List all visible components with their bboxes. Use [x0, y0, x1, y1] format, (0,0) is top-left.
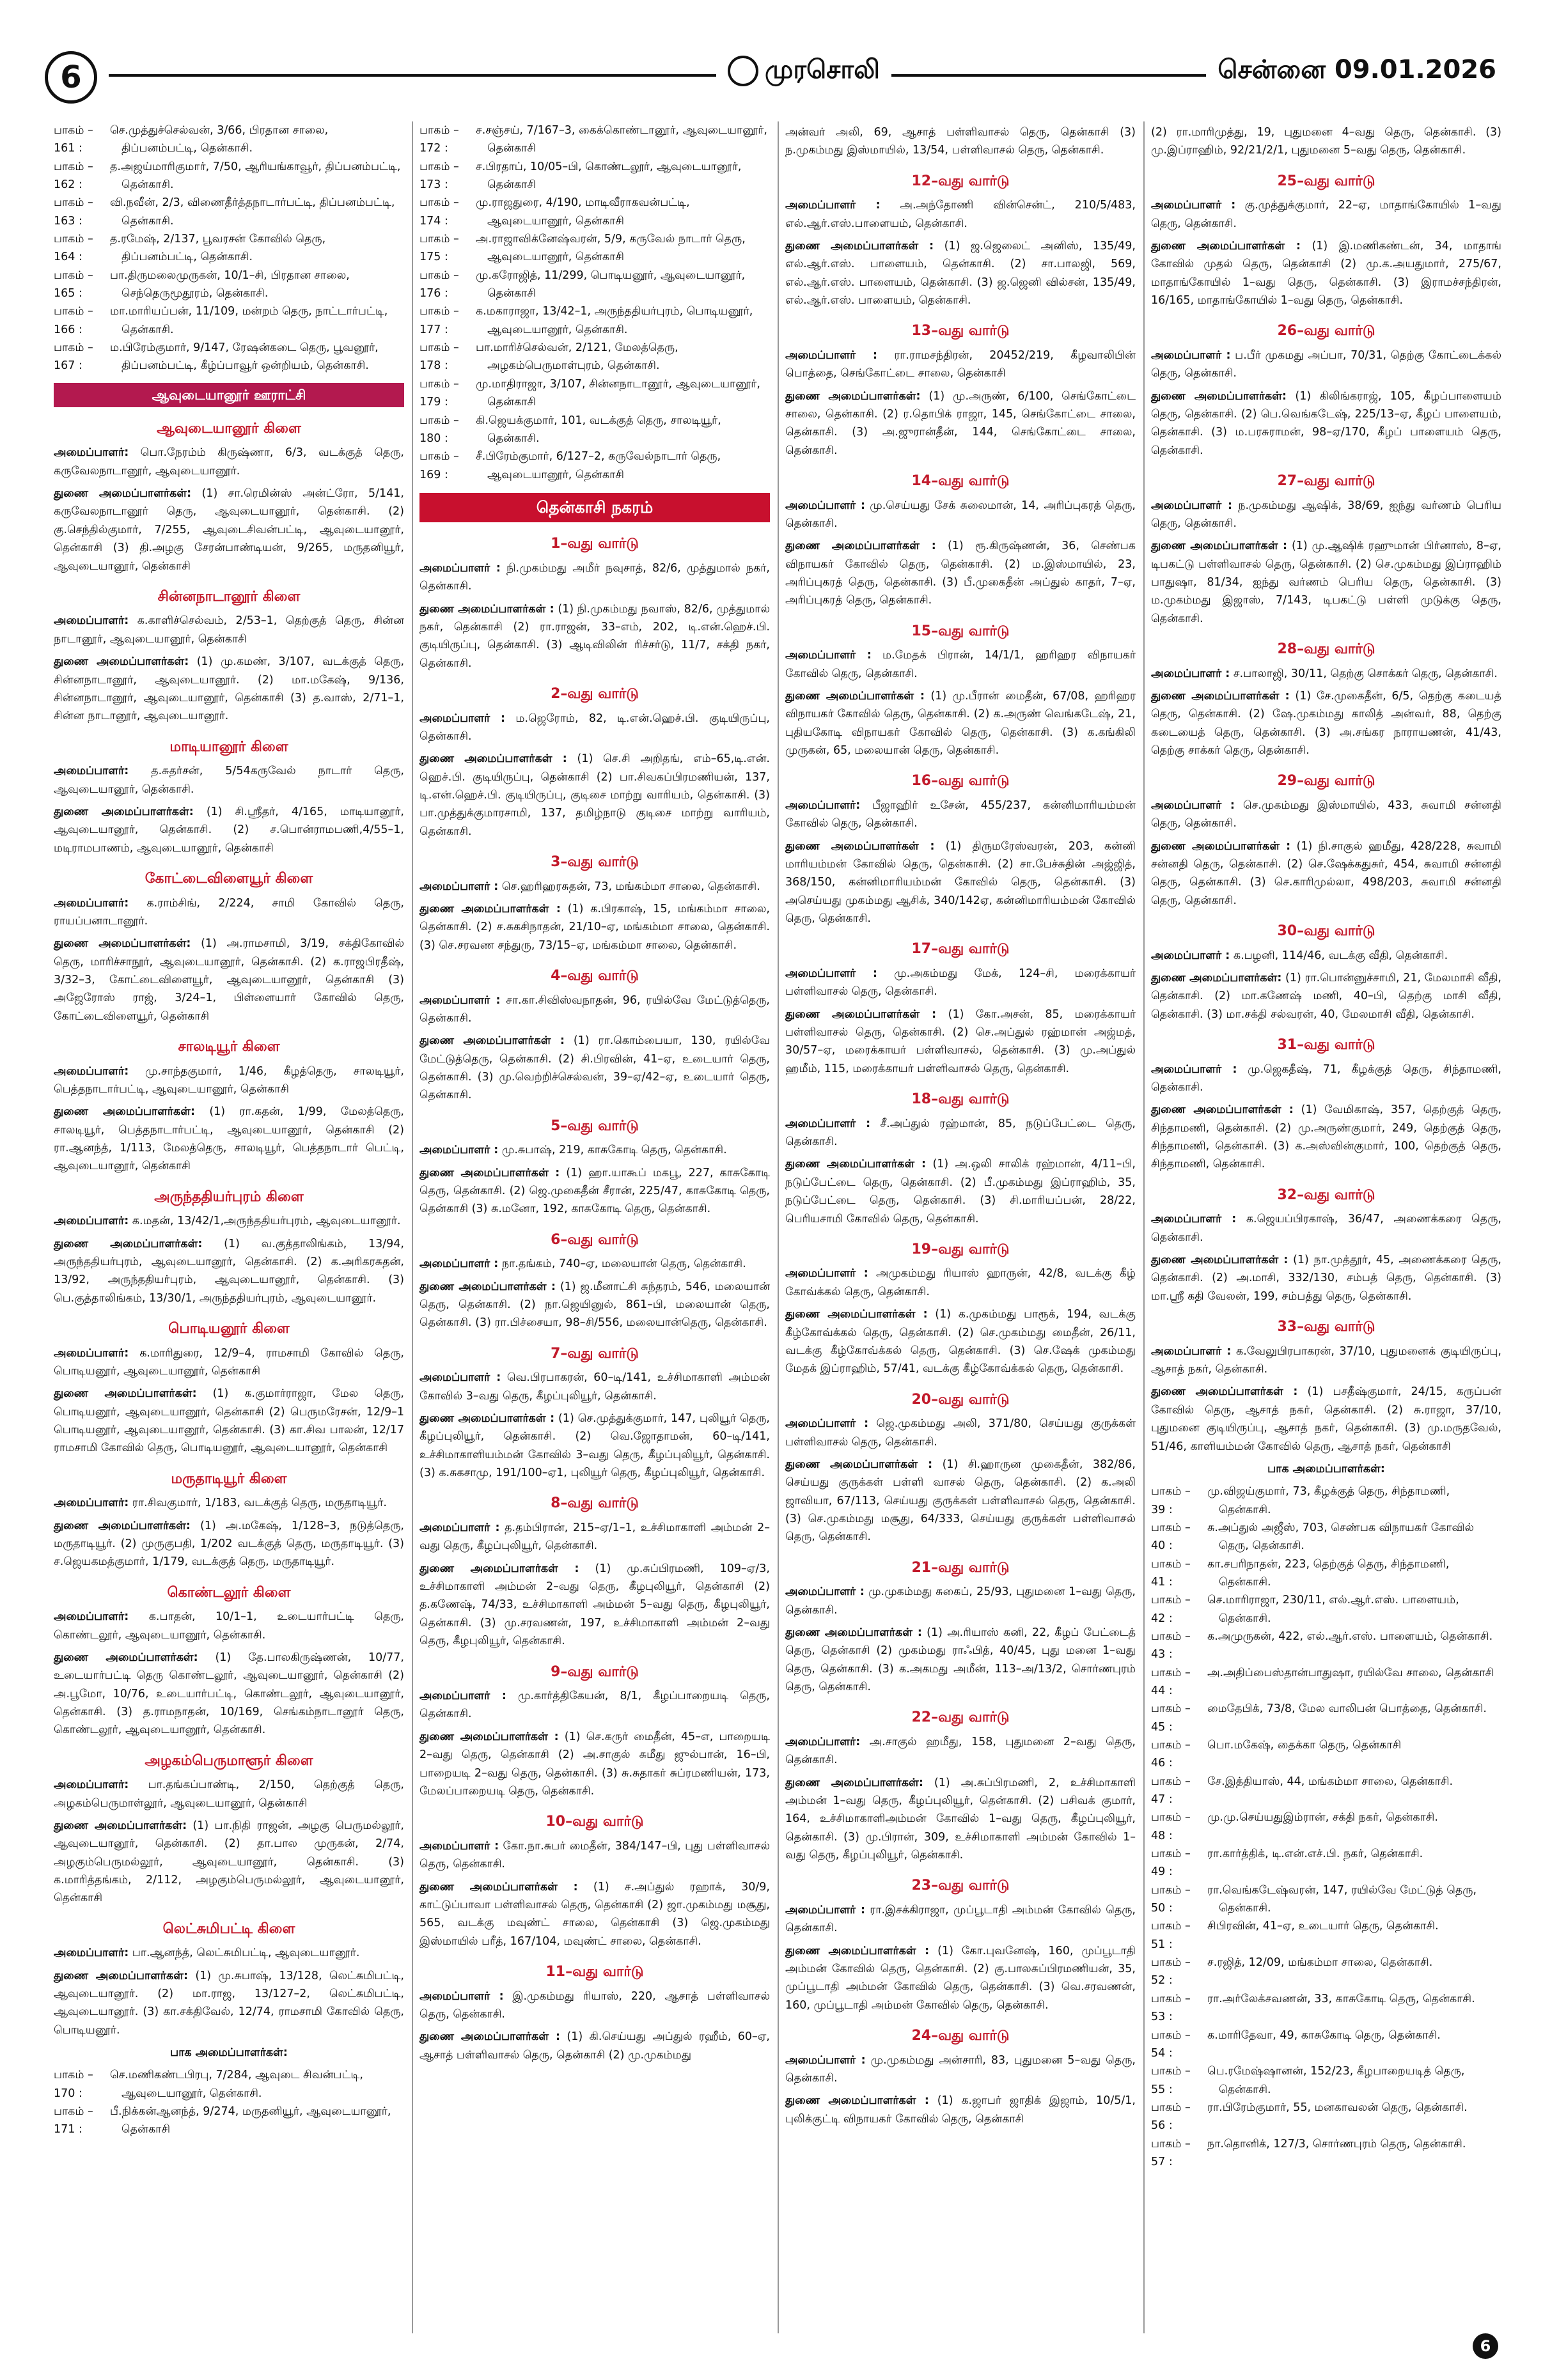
organizer-entry: அமைப்பாளர் : ம.ஜெரோம், 82, டி.என்.ஹெச்.பி. குடியிருப்பு, தென்காசி.: [419, 712, 770, 743]
ward-heading: 18–வது வார்டு: [911, 1091, 1010, 1108]
deputy-entry: துணை அமைப்பாளர்கள் : (1) கோ.புவனேஷ், 160, முப்பூடாதி அம்மன் கோவில் தெரு, தென்காசி. (2) கு.பாலசுப்பிரமணியன், 35, முப்பூடாதி அம்மன் கோவில் தெரு, தென்காசி. (3) வெ.சரவணன், 160, முப்பூடாதி அம்மன் கோவில் தெரு, தென்காசி.: [785, 1944, 1136, 2012]
organizer-entry: அமைப்பாளர்: மு.சாந்தகுமார், 1/46, கீழத்தெரு, சாலடியூர், பெத்தநாடார்பட்டி, ஆவுடையானூர், தென்காசி: [54, 1064, 404, 1096]
booth-row: பாகம் – 178 : பா.மாரிச்செல்வன், 2/121, மேலத்தெரு, அழகம்பெருமாள்புரம், தென்காசி.: [419, 341, 678, 373]
deputy-entry: துணை அமைப்பாளர்கள்: (1) கிலிங்கராஜ், 105, கீழப்பாளையம் தெரு, தென்காசி. (2) பெ.வெங்கடேஷ், 225/13–ஏ, கீழப் பாளையம், தென்காசி. (3) ம.பரசுராமன், 98–ஏ/170, கீழப் பாளையம் தெரு, தென்காசி.: [1151, 389, 1501, 457]
deputy-entry: துணை அமைப்பாளர்கள் : (1) மு.பீரான் மைதீன், 67/08, ஹரிஹர விநாயகர் கோவில் தெரு, தென்காசி. (2) க.அருண் வெங்கடேஷ், 21, புதியகோடி விநாயகர் கோவில் தெரு, தென்காசி. (3) க.கங்கிலி முருகன், 65, மலையான் தெரு, தென்காசி.: [785, 690, 1136, 758]
ward-heading: 3–வது வார்டு: [551, 854, 639, 871]
booth-row: பாகம் – 57 : நா.தொனிக், 127/3, சொர்ணபுரம் தெரு, தென்காசி.: [1151, 2137, 1466, 2168]
deputy-entry: துணை அமைப்பாளர்கள் : (1) நி.சாகுல் ஹமீது, 428/228, சுவாமி சன்னதி தெரு, தென்காசி. (2) செ.ஷேக்கதுசுர், 454, சுவாமி சன்னதி தெரு, தென்காசி. (3) செ.காரிமுல்லா, 498/203, சுவாமி சன்னதி தெரு, தென்காசி.: [1151, 839, 1501, 907]
booth-row: பாகம் – 177 : க.மகாராஜா, 13/42–1, அருந்ததியர்புரம், பொடியனூர், ஆவுடையானூர், தென்காசி.: [419, 305, 753, 336]
footer-page-number: 6: [1473, 2333, 1498, 2359]
deputy-entry: துணை அமைப்பாளர்கள் : (1) ச.அப்துல் ரஹாக், 30/9, காட்டுப்பாவா பள்ளிவாசல் தெரு, தென்காசி (2) ஜா.முகம்மது மசூது, 565, வடக்கு மவுண்ட் சாலை, தென்காசி (3) ஜெ.முகம்மது இஸ்மாயில் பரீத், 167/104, மவுண்ட் சாலை, தென்காசி.: [419, 1880, 770, 1948]
ward-heading: 8–வது வார்டு: [551, 1495, 639, 1512]
masthead-title: முரசொலி: [765, 55, 880, 84]
booth-row: பாகம் – 39 : மு.விஜய்குமார், 73, கீழக்குத் தெரு, சிந்தாமணி, தென்காசி.: [1151, 1485, 1450, 1516]
deputy-entry: துணை அமைப்பாளர்கள் : (1) மு.சுப்பிரமணி, 109–ஏ/3, உச்சிமாகாளி அம்மன் 2–வது தெரு, கீழபுலியூர், தென்காசி (2) த.கணேஷ், 74/33, உச்சிமாகாளி அம்மன் 5–வது தெரு, கீழபுலியூர், தென்காசி. (3) மு.சரவணன், 197, உச்சிமாகாளி அம்மன் 2–வது தெரு, கீழபுலியூர், தென்காசி.: [419, 1562, 770, 1648]
ward-heading: 7–வது வார்டு: [551, 1345, 639, 1362]
booth-row: பாகம் – 44 : அ.அதிப்பைஸ்தான்பாதுஷா, ரயில்வே சாலை, தென்காசி: [1151, 1666, 1494, 1697]
ward-heading: 22–வது வார்டு: [911, 1709, 1010, 1726]
ward-heading: 14–வது வார்டு: [911, 473, 1010, 490]
deputy-entry: துணை அமைப்பாளர்கள் : (1) சே.முகைதீன், 6/5, தெற்கு கடையத் தெரு, தென்காசி. (2) ஷே.முகம்மது காலித் அன்வர், 88, தெற்கு கடையைத் தெரு, தென்காசி. (3) அ.சங்கர நாராயணன், 41/43, தெற்கு சாக்கர் தெரு, தென்காசி.: [1151, 690, 1501, 758]
booth-row: பாகம் – 172 : ச.சஞ்சய், 7/167–3, கைக்கொண்டானூர், ஆவுடையானூர், தென்காசி: [419, 124, 767, 155]
branch-heading: சாலடியூர் கிளை: [178, 1038, 280, 1055]
branch-heading: அருந்ததியர்புரம் கிளை: [154, 1188, 304, 1205]
booth-row: பாகம் – 47 : சே.இத்தியாஸ், 44, மங்கம்மா சாலை, தென்காசி.: [1151, 1775, 1453, 1807]
column-3: [785, 121, 1136, 2133]
branch-heading: மருதாடியூர் கிளை: [171, 1470, 287, 1487]
ward-heading: 17–வது வார்டு: [911, 941, 1010, 958]
booth-row: பாகம் – 163 : வி.நவீன், 2/3, விணைதீர்த்தநாடார்பட்டி, திப்பனம்பட்டி, தென்காசி.: [54, 196, 395, 228]
organizer-entry: அமைப்பாளர்: க.மதன், 13/42/1,அருந்ததியர்புரம், ஆவுடையானூர்.: [54, 1215, 401, 1228]
ward-heading: 27–வது வார்டு: [1277, 473, 1375, 490]
organizer-entry: அமைப்பாளர் : க.வேலுபிரபாகரன், 37/10, புதுமனைக் குடியிருப்பு, ஆசாத் நகர், தென்காசி.: [1151, 1344, 1501, 1376]
column-2: [419, 121, 770, 2069]
deputy-entry: துணை அமைப்பாளர்கள்: (1) வ.குத்தாலிங்கம், 13/94, அருந்ததியர்புரம், ஆவுடையானூர், தென்காசி. (2) க.அரிகரசுதன், 13/92, அருந்ததியர்புரம், ஆவுடையானூர், தென்காசி. (3) பெ.குத்தாலிங்கம், 13/30/1, அருந்ததியர்புரம், ஆவுடையானூர்.: [54, 1237, 404, 1305]
deputy-entry: துணை அமைப்பாளர்கள் : (1) அ.ஒலி சாலிக் ரஹ்மான், 4/11–பி, நடுப்பேட்டை தெரு, தென்காசி. (2) பீ.முகம்மது இப்ராஹிம், 35, நடுப்பேட்டை தெரு, தென்காசி. (3) சி.மாரியப்பன், 28/22, பெரியசாமி கோவில் தெரு, தென்காசி.: [785, 1158, 1136, 1225]
booth-row: பாகம் – 40 : சு.அப்துல் அஜீஸ், 703, செண்பக விநாயகர் கோவில் தெரு, தென்காசி.: [1151, 1521, 1474, 1553]
booth-organizers-label: பாக அமைப்பாளர்கள்:: [170, 2046, 288, 2060]
ward-heading: 25–வது வார்டு: [1277, 173, 1375, 189]
ward-heading: 20–வது வார்டு: [911, 1391, 1010, 1408]
deputy-entry: துணை அமைப்பாளர்கள் : (1) ஜ.ஜெலைட் அனிஸ், 135/49, எல்.ஆர்.எஸ். பாளையம், தென்காசி. (2) சா.பாலஜி, 569, எல்.ஆர்.எஸ். பாளையம், தென்காசி. (3) ஜ.ஜெனி வில்சன், 135/49, எல்.ஆர்.எஸ். பாளையம், தென்காசி.: [785, 240, 1136, 307]
deputy-entry: துணை அமைப்பாளர்கள்: (1) அ.ராமசாமி, 3/19, சக்திகோவில் தெரு, மாரிச்சாநூர், ஆவுடையானூர், தென்காசி. (2) க.ராஜபிரதீஷ், 3/32–3, கோட்டைவிளையூர், ஆவுடையானூர், தென்காசி (3) அஜேரோஸ் ராஜ், 3/24–1, பிள்ளையார் கோவில் தெரு, கோட்டைவிளையூர், தென்காசி: [54, 937, 404, 1023]
ward-heading: 10–வது வார்டு: [545, 1814, 644, 1830]
ward-heading: 16–வது வார்டு: [911, 773, 1010, 789]
deputy-entry: துணை அமைப்பாளர்கள் : (1) பசதீஷ்குமார், 24/15, கருப்பன் கோவில் தெரு, ஆசாத் நகர், தென்காசி. (2) சு.ராஜா, 37/10, புதுமனை குடியிருப்பு, ஆசாத் நகர், தென்காசி. (3) மு.மருதவேல், 51/46, காளியம்மன் கோவில் தெரு, ஆசாத் நகர், தென்காசி: [1151, 1385, 1501, 1453]
column-1: [54, 121, 404, 2139]
deputy-entry: துணை அமைப்பாளர்கள் : (1) அ.ரியாஸ் கனி, 22, கீழப் பேட்டைத் தெரு, தென்காசி (2) முகம்மது ராஃபித், 40/45, புது மனை 1–வது தெரு, தென்காசி. (3) க.அகமது அமீன், 113–அ/13/2, சொர்ணபுரம் தெரு, தென்காசி.: [785, 1626, 1136, 1693]
organizer-entry: அமைப்பாளர் : மு.ஜெகதீஷ், 71, கீழக்குத் தெரு, சிந்தாமணி, தென்காசி.: [1151, 1062, 1501, 1094]
deputy-entry: துணை அமைப்பாளர்கள்: (1) அ.மகேஷ், 1/128–3, நடுத்தெரு, மருதாடியூர். (2) முருகுபதி, 1/202 வடக்குத் தெரு, மருதாடியூர். (3) ச.ஜெயகமத்குமார், 1/179, வடக்குத் தெரு, மருதாடியூர்.: [54, 1519, 404, 1569]
organizer-entry: அமைப்பாளர் : இ.முகம்மது ரியாஸ், 220, ஆசாத் பள்ளிவாசல் தெரு, தென்காசி.: [419, 1989, 770, 2021]
ward-heading: 19–வது வார்டு: [911, 1241, 1010, 1257]
deputy-entry: துணை அமைப்பாளர்கள் : (1) ஜ.மீனாட்சி சுந்தரம், 546, மலையான் தெரு, தென்காசி. (2) நா.ஜெயினுல், 861–பி, மலையான் தெரு, தென்காசி. (3) ரா.பிச்சையா, 98–சி/556, மலையான்தெரு, தென்காசி.: [419, 1280, 770, 1330]
deputy-entry: துணை அமைப்பாளர்கள்: (1) மு.கமண், 3/107, வடக்குத் தெரு, சின்னநாடானூர், ஆவுடையானூர். (2) மா.மகேஷ், 9/136, சின்னநாடானூர், ஆவுடையானூர், தென்காசி (3) த.வாஸ், 2/71–1, சின்ன நாடானூர், ஆவுடையானூர்.: [54, 655, 405, 723]
deputy-entry: துணை அமைப்பாளர்கள் : (1) இ.மணிகண்டன், 34, மாதாங் கோவில் முதல் தெரு, தென்காசி (2) மு.க.அயதுமார், 275/67, மாதாங்கோயில் 1–வது தெரு, தென்காசி. (3) இராமச்சந்திரன், 16/165, மாதாங்கோயில் 1–வது தெரு, தென்காசி.: [1151, 240, 1501, 307]
column-divider: [412, 121, 413, 2333]
deputy-entry: துணை அமைப்பாளர்கள்: (1) சி.ஸ்ரீதர், 4/165, மாடியானூர், ஆவுடையானூர், தென்காசி. (2) ச.பொன்ராமபணி,4/55–1, மடிராமபாணம், ஆவுடையானூர், தென்காசி: [54, 805, 404, 855]
booth-row: பாகம் – 165 : பா.திருமலைமுருகன், 10/1–சி, பிரதான சாலை, செந்தெருமூதூரம், தென்காசி.: [54, 268, 350, 300]
organizer-entry: அமைப்பாளர்: க.காளிச்செல்வம், 2/53–1, தெற்குத் தெரு, சின்ன நாடானூர், ஆவுடையானூர், தென்காசி: [54, 614, 404, 646]
column-4: [1151, 121, 1501, 2171]
ward-heading: 28–வது வார்டு: [1277, 641, 1375, 658]
branch-heading: சின்னநாடானூர் கிளை: [157, 588, 301, 605]
booth-row: பாகம் – 161 : செ.முத்துச்செல்வன், 3/66, பிரதான சாலை, திப்பனம்பட்டி, தென்காசி.: [54, 124, 329, 155]
organizer-entry: அமைப்பாளர் : வெ.பிரபாகரன், 60–டி/141, உச்சிமாகாளி அம்மன் கோவில் 3–வது தெரு, கீழப்புலியூர், தென்காசி.: [419, 1371, 770, 1403]
deputy-entry: துணை அமைப்பாளர்கள்: (1) ரா.கதன், 1/99, மேலத்தெரு, சாலடியூர், பெத்தநாடார்பட்டி, ஆவுடையானூர், தென்காசி (2) ரா.ஆனந்த், 1/113, மேலத்தெரு, சாலடியூர், பெத்தநாடார் பெட்டி, ஆவுடையானூர், தென்காசி: [54, 1105, 404, 1173]
deputy-entry: துணை அமைப்பாளர்கள் : (1) செ.முத்துக்குமார், 147, புலியூர் தெரு, கீழப்புலியூர், தென்காசி. (2) வெ.ஜோதாமன், 60–டி/141, உச்சிமாகாளியம்மன் கோவில் 3–வது தெரு, கீழப்புலியூர், தென்காசி. (3) க.சுகசாமு, 191/100–ஏ1, புலியூர் தெரு, கீழப்புலியூர், தென்காசி.: [419, 1412, 770, 1480]
organizer-entry: அமைப்பாளர்: பா.தங்கப்பாண்டி, 2/150, தெற்குத் தெரு, அழகம்பெருமாள்லூர், ஆவுடையானூர், தென்காசி: [54, 1778, 404, 1810]
deputy-entry: துணை அமைப்பாளர்கள் : (1) ஹா.யாகூப் மகபூ, 227, காசுகோடி தெரு, தென்காசி. (2) ஜெ.முகைதீன் சீரான், 225/47, காசுகோடி தெரு, தென்காசி (3) சு.மனோ, 192, காசுகோடி தெரு, தென்காசி.: [419, 1166, 770, 1216]
organizer-entry: அமைப்பாளர் : மு.கார்த்திகேயன், 8/1, கீழப்பாறையடி தெரு, தென்காசி.: [419, 1690, 770, 1721]
booth-row: பாகம் – 179 : மு.மாதிராஜா, 3/107, சின்னநாடானூர், ஆவுடையானூர், தென்காசி: [419, 377, 760, 409]
column-divider: [1143, 121, 1145, 2333]
ward-heading: 26–வது வார்டு: [1277, 323, 1375, 339]
page-header: [45, 51, 1496, 104]
deputy-entry: துணை அமைப்பாளர்கள் : (1) மு.ஆஷிக் ரஹுமான் பிர்னாஸ், 8–ஏ, டிபகட்டு பள்ளிவாசல் தெரு, தென்காசி. (2) செ.முகம்மது இப்ராஹிம் பாதுஷா, 81/34, ஐந்து வர்ணம் பெரிய தெரு, தென்காசி. (3) ம.முகம்மது இஜாஸ், 7/143, டிபகட்டு பள்ளி முடுக்கு தெரு, தென்காசி.: [1151, 540, 1501, 625]
organizer-entry: அமைப்பாளர் : மு.முகம்மது அன்சாரி, 83, புதுமனை 5–வது தெரு, தென்காசி.: [785, 2053, 1136, 2085]
deputy-entry: துணை அமைப்பாளர்கள்: (1) மு.சுபாஷ், 13/128, லெட்சுமிபட்டி, ஆவுடையானூர். (2) மா.ராஜ, 13/127–2, லெட்சுமிபட்டி, ஆவுடையானூர். (3) கா.சக்திவேல், 12/74, ராமசாமி கோவில் தெரு, பொடியனூர்.: [54, 1969, 404, 2037]
ward-heading: 15–வது வார்டு: [911, 623, 1010, 639]
ward-heading: 9–வது வார்டு: [551, 1663, 639, 1680]
deputy-entry: துணை அமைப்பாளர்கள் : (1) க.முகம்மது பாரூக், 194, வடக்கு கீழ்கோவ்க்கல் தெரு, தென்காசி. (2) செ.முகம்மது மைதீன், 26/11, வடக்கு கீழ்கோவ்க்கல் தெரு, தென்காசி. (3) செ.ஷேக் முகம்மது மேதக் இப்ராஹிம், 57/41, வடக்கு கீழ்கோவ்க்கல் தெரு, தென்காசி.: [785, 1308, 1136, 1376]
organizer-entry: அமைப்பாளர் : ப.பீர் முகமது அப்பா, 70/31, தெற்கு கோட்டைக்கல் தெரு, தென்காசி.: [1151, 349, 1501, 380]
booth-row: பாகம் – 50 : ரா.வெங்கடேஷ்வரன், 147, ரயில்வே மேட்டுத் தெரு, தென்காசி.: [1151, 1883, 1477, 1915]
organizer-entry: அமைப்பாளர் : மு.அகம்மது மேக், 124–சி, மரைக்காயர் பள்ளிவாசல் தெரு, தென்காசி.: [785, 967, 1136, 999]
organizer-entry: அமைப்பாளர் : ரா.இசக்கிராஜா, முப்பூடாதி அம்மன் கோவில் தெரு, தென்காசி.: [785, 1903, 1136, 1935]
ward-heading: 32–வது வார்டு: [1277, 1186, 1375, 1203]
deputy-entry: துணை அமைப்பாளர்கள்: (1) சா.ரெமின்ஸ் அன்ட்ரோ, 5/141, கருவேலநாடானூர் தெரு, ஆவுடையானூர், தென்காசி. (2) கு.செந்தில்குமார், 7/255, ஆவுடைசிவன்பட்டி, ஆவுடையானூர், தென்காசி (3) தி.அழகு சேரன்பாண்டியன், 9/265, மருதனியூர், ஆவுடையானூர், தென்காசி: [54, 487, 404, 573]
organizer-entry: அமைப்பாளர் : நி.முகம்மது அமீர் நவுசாத், 82/6, முத்துமால் நகர், தென்காசி.: [419, 562, 770, 593]
deputy-entry: துணை அமைப்பாளர்கள்: (1) க.குமார்ராஜா, மேல தெரு, பொடியனூர், ஆவுடையானூர், தென்காசி (2) பெருமரேசன், 12/9–1 பொடியனூர், ஆவுடையானூர், தென்காசி. (3) கா.சிவ பாலன், 12/17 ராமசாமி கோவில் தெரு, பொடியனூர், ஆவுடையானூர், தென்காசி: [54, 1387, 404, 1455]
booth-row: பாகம் – 166 : மா.மாரியப்பன், 11/109, மன்றம் தெரு, நாட்டார்பட்டி, தென்காசி.: [54, 305, 388, 336]
booth-row: பாகம் – 48 : மு.மு.செய்யதுஇம்ரான், சக்தி நகர், தென்காசி.: [1151, 1811, 1438, 1842]
booth-row: பாகம் – 174 : மு.ராஜதுரை, 4/190, மாடிவீராகவன்பட்டி, ஆவுடையானூர், தென்காசி: [419, 196, 690, 228]
organizer-entry: அமைப்பாளர் : க.ஜெயப்பிரகாஷ், 36/47, அணைக்கரை தெரு, தென்காசி.: [1151, 1213, 1501, 1244]
organizer-entry: அமைப்பாளர் : சீ.அப்துல் ரஹ்மான், 85, நடுப்பேட்டை தெரு, தென்காசி.: [785, 1117, 1136, 1149]
ward-heading: 23–வது வார்டு: [911, 1878, 1010, 1894]
organizer-entry: அமைப்பாளர் : மு.முகம்மது சுகைப், 25/93, புதுமனை 1–வது தெரு, தென்காசி.: [785, 1585, 1136, 1617]
page-number: 6: [45, 51, 97, 104]
branch-heading: பொடியனூர் கிளை: [168, 1320, 290, 1337]
ward-heading: 13–வது வார்டு: [911, 323, 1010, 339]
organizer-entry: அமைப்பாளர் : ரா.ராமசந்திரன், 20452/219, கீழவாலிபின் பொத்தை, செங்கோட்டை சாலை, தென்காசி: [785, 349, 1136, 380]
booth-row: பாகம் – 56 : ரா.பிரேம்குமார், 55, மனகாவலன் தெரு, தென்காசி.: [1151, 2101, 1468, 2133]
organizer-entry: அமைப்பாளர்: பா.ஆனந்த், லெட்சுமிபட்டி, ஆவுடையானூர்.: [54, 1947, 360, 1960]
continued-entry: அன்வர் அலி, 69, ஆசாத் பள்ளிவாசல் தெரு, தென்காசி (3) ந.முகம்மது இஸ்மாயில், 13/54, பள்ளிவாசல் தெரு, தென்காசி.: [785, 126, 1136, 157]
organizer-entry: அமைப்பாளர் : அ.அந்தோணி வின்சென்ட், 210/5/483, எல்.ஆர்.எஸ்.பாளையம், தென்காசி.: [785, 199, 1136, 230]
organizer-entry: அமைப்பாளர் : கு.முத்துக்குமார், 22–ஏ, மாதாங்கோயில் 1–வது தெரு, தென்காசி.: [1151, 199, 1501, 230]
booth-row: பாகம் – 55 : பெ.ரமேஷ்ஷானன், 152/23, கீழபாறையடித் தெரு, தென்காசி.: [1151, 2065, 1465, 2096]
booth-row: பாகம் – 45 : மைதேபிக், 73/8, மேல வாலிபன் பொத்தை, தென்காசி.: [1151, 1702, 1487, 1734]
branch-heading: லெட்சுமிபட்டி கிளை: [162, 1920, 295, 1937]
branch-heading: அழகம்பெருமாளூர் கிளை: [145, 1752, 313, 1769]
deputy-entry: துணை அமைப்பாளர்கள் : (1) க.ஜாபர் ஜாதிக் இஜாம், 10/5/1, புலிக்குட்டி விநாயகர் கோவில் தெரு, தென்காசி: [785, 2094, 1136, 2126]
branch-heading: கொண்டலூர் கிளை: [167, 1584, 291, 1601]
ward-heading: 2–வது வார்டு: [551, 686, 639, 703]
ward-heading: 21–வது வார்டு: [911, 1559, 1010, 1576]
booth-row: பாகம் – 51 : சிபிரவின், 41–ஏ, உடையார் தெரு, தென்காசி.: [1151, 1920, 1439, 1951]
ward-heading: 31–வது வார்டு: [1277, 1037, 1375, 1054]
ward-heading: 29–வது வார்டு: [1277, 773, 1375, 789]
deputy-entry: துணை அமைப்பாளர்கள் : (1) செ.கருர் மைதீன், 45–எ, பாறையடி 2–வது தெரு, தென்காசி (2) அ.சாகுல் சுமீது ஜுல்பான், 16–பி, பாறையடி 2–வது தெரு, தென்காசி. (3) சு.சுதாகர் சுப்ரமணியன், 173, மேலப்பாறையடி தெரு, தென்காசி.: [419, 1730, 770, 1798]
logo-icon: [728, 56, 758, 86]
deputy-entry: துணை அமைப்பாளர்கள் : (1) வேமிகாஷ், 357, தெற்குத் தெரு, சிந்தாமணி, தென்காசி. (2) மு.அருண்குமார், 249, தெற்குத் தெரு, சிந்தாமணி, தென்காசி. (3) க.அஸ்வின்குமார், 100, தெற்குத் தெரு, சிந்தாமணி, தென்காசி.: [1151, 1103, 1502, 1171]
booth-row: பாகம் – 49 : ரா.கார்த்திக், டி.என்.எச்.பி. நகர், தென்காசி.: [1151, 1847, 1423, 1879]
organizer-entry: அமைப்பாளர்: த.சுதர்சன், 5/54கருவேல் நாடார் தெரு, ஆவுடையானூர், தென்காசி.: [54, 765, 404, 796]
deputy-entry: துணை அமைப்பாளர்கள் : (1) திருமரேஸ்வரன், 203, கன்னி மாரியம்மன் கோவில் தெரு, தென்காசி. (2) சா.பேச்சுதின் அஜ்ஜித், 368/150, கன்னிமாரியம்மன் கோவில் தெரு, தென்காசி. (3) அசெய்யது முகம்மது ஆசிக், 340/142ஏ, கன்னிமாரியம்மன் கோவில் தெரு, தென்காசி.: [785, 839, 1136, 926]
organizer-entry: அமைப்பாளர் : சா.கா.சிவிஸ்வநாதன், 96, ரயில்வே மேட்டுத்தெரு, தென்காசி.: [419, 993, 770, 1025]
organizer-entry: அமைப்பாளர் : அமுகம்மது ரியாஸ் ஹாருன், 42/8, வடக்கு கீழ் கோவ்க்கல் தெரு, தென்காசி.: [785, 1267, 1136, 1298]
deputy-entry: துணை அமைப்பாளர்கள்: (1) அ.சுப்பிரமணி, 2, உச்சிமாகாளி அம்மன் 1–வது தெரு, கீழப்புலியூர், தென்காசி. (2) பசிவக் குமார், 164, உச்சிமாகாளிஅம்மன் கோவில் 1–வது தெரு, கீழப்புலியூர், தென்காசி. (3) மு.பிரான், 309, உச்சிமாகாளி அம்மன் கோவில் 1–வது தெரு, கீழப்புலியூர், தென்காசி.: [785, 1776, 1136, 1862]
organizer-entry: அமைப்பாளர் : செ.முகம்மது இஸ்மாயில், 433, சுவாமி சன்னதி தெரு, தென்காசி.: [1151, 799, 1501, 830]
booth-row: பாகம் – 162 : த.அஜய்மாரிகுமார், 7/50, ஆரியங்காவூர், திப்பனம்பட்டி, தென்காசி.: [54, 160, 401, 192]
ward-heading: 24–வது வார்டு: [911, 2027, 1010, 2044]
ward-heading: 5–வது வார்டு: [551, 1117, 639, 1134]
organizer-entry: அமைப்பாளர்: பீஜாஹிர் உசேன், 455/237, கன்னிமாரியம்மன் கோவில் தெரு, தென்காசி.: [785, 799, 1136, 830]
deputy-entry: துணை அமைப்பாளர்கள் : (1) கோ.அசன், 85, மரைக்காயர் பள்ளிவாசல் தெரு, தென்காசி. (2) செ.அப்துல் ரஹ்மான் அஜ்மத், 30/57–ஏ, மரைக்காயர் பள்ளிவாசல், தென்காசி. (3) மு.அப்துல் ஹமீம், 115, மரைக்காயர் பள்ளிவாசல் தெரு, தென்காசி.: [785, 1007, 1136, 1075]
ward-heading: 12–வது வார்டு: [911, 173, 1010, 189]
deputy-entry: துணை அமைப்பாளர்கள் : (1) சி.ஹாருன முகைதீன், 382/86, செய்யது குருக்கள் பள்ளி வாசல் தெரு, தென்காசி. (2) க.அலி ஜாவியா, 67/113, செய்யது குருக்கள் பள்ளிவாசல் தெரு, தென்காசி. (3) செ.முகம்மது மசூது, 64/333, செய்யது குருக்கள் பள்ளிவாசல் தெரு, தென்காசி.: [785, 1458, 1136, 1544]
organizer-entry: அமைப்பாளர் : க.பழனி, 114/46, வடக்கு வீதி, தென்காசி.: [1151, 949, 1448, 962]
booth-row: பாகம் – 54 : க.மாரிதேவா, 49, காசுகோடி தெரு, தென்காசி.: [1151, 2028, 1441, 2060]
organizer-entry: அமைப்பாளர்: க.ராம்சிங், 2/224, சாமி கோவில் தெரு, ராயப்பனாடானூர்.: [54, 896, 404, 928]
booth-row: பாகம் – 170 : செ.மணிகண்டபிரபு, 7/284, ஆவுடை சிவன்பட்டி, ஆவுடையானூர், தென்காசி.: [54, 2069, 363, 2100]
booth-organizers-label: பாக அமைப்பாளர்கள்:: [1267, 1462, 1385, 1475]
branch-heading: கோட்டைவிளையூர் கிளை: [145, 870, 313, 887]
organizer-entry: அமைப்பாளர் : நா.தங்கம், 740–ஏ, மலையான் தெரு, தென்காசி.: [419, 1257, 746, 1271]
organizer-entry: அமைப்பாளர் : ச.பாலாஜி, 30/11, தெற்கு சொக்கர் தெரு, தென்காசி.: [1151, 667, 1498, 680]
booth-row: பாகம் – 53 : ரா.அர்லேக்சவணன், 33, காசுகோடி தெரு, தென்காசி.: [1151, 1992, 1475, 2024]
ward-heading: 11–வது வார்டு: [545, 1963, 644, 1980]
branch-heading: ஆவுடையானூர் கிளை: [157, 420, 301, 437]
deputy-entry: துணை அமைப்பாளர்கள்: (1) பா.நிதி ராஜன், அழகு பெருமல்லூர், ஆவுடையானூர், தென்காசி. (2) தா.பால முருகன், 2/74, அழகும்பெருமல்லூர், ஆவுடையானூர், தென்காசி. (3) க.மாரித்தங்கம், 2/112, அழகும்பெருமல்லூர், ஆவுடையானூர், தென்காசி: [54, 1819, 404, 1905]
organizer-entry: அமைப்பாளர்: பொ.நேரம்ம் கிருஷ்ணா, 6/3, வடக்குத் தெரு, கருவேலநாடானூர், ஆவுடையானூர்.: [54, 446, 404, 478]
booth-row: பாகம் – 164 : த.ரமேஷ், 2/137, பூவரசன் கோவில் தெரு, திப்பனம்பட்டி, தென்காசி.: [54, 233, 326, 264]
ward-heading: 4–வது வார்டு: [551, 968, 639, 984]
continued-entry: (2) ரா.மாரிமுத்து, 19, புதுமனை 4–வது தெரு, தென்காசி. (3) மு.இப்ராஹிம், 92/21/2/1, புதுமனை 5–வது தெரு, தென்காசி.: [1151, 126, 1501, 157]
organizer-entry: அமைப்பாளர் : மு.செய்யது சேக் சுலைமான், 14, அரிப்புகரத் தெரு, தென்காசி.: [785, 499, 1136, 531]
organizer-entry: அமைப்பாளர் : செ.ஹரிஹரசுதன், 73, மங்கம்மா சாலை, தென்காசி.: [419, 880, 760, 893]
booth-row: பாகம் – 41 : கா.சபரிநாதன், 223, தெற்குத் தெரு, சிந்தாமணி, தென்காசி.: [1151, 1557, 1450, 1589]
booth-row: பாகம் – 42 : செ.மாரிராஜா, 230/11, எல்.ஆர்.எஸ். பாளையம், தென்காசி.: [1151, 1594, 1459, 1625]
booth-row: பாகம் – 176 : மு.கரோஜித், 11/299, பொடியனூர், ஆவுடையானூர், தென்காசி: [419, 268, 746, 300]
booth-row: பாகம் – 180 : கி.ஜெயக்குமார், 101, வடக்குத் தெரு, சாலடியூர், தென்காசி.: [419, 414, 721, 445]
organizer-entry: அமைப்பாளர் : ஜெ.முகம்மது அலி, 371/80, செய்யது குருக்கள் பள்ளிவாசல் தெரு, தென்காசி.: [785, 1417, 1136, 1449]
ward-heading: 30–வது வார்டு: [1277, 923, 1375, 940]
deputy-entry: துணை அமைப்பாளர்கள் : (1) நா.முத்தூர், 45, அணைக்கரை தெரு, தென்காசி. (2) அ.மாசி, 332/130, சம்பத் தெரு, தென்காசி. (3) மா.ஸ்ரீ கதி வேலன், 199, சம்பத்து தெரு, தென்காசி.: [1151, 1254, 1501, 1303]
booth-row: பாகம் – 171 : பீ.நிக்கன்ஆனந்த், 9/274, மருதனியூர், ஆவுடையானூர், தென்காசி: [54, 2105, 391, 2136]
booth-row: பாகம் – 169 : சீ.பிரேம்குமார், 6/127–2, கருவேல்நாடார் தெரு, ஆவுடையானூர், தென்காசி: [419, 450, 721, 481]
ward-heading: 1–வது வார்டு: [551, 536, 639, 552]
ward-heading: 33–வது வார்டு: [1277, 1319, 1375, 1335]
organizer-entry: அமைப்பாளர்: அ.சாகுல் ஹமீது, 158, புதுமனை 2–வது தெரு, தென்காசி.: [785, 1735, 1136, 1767]
organizer-entry: அமைப்பாளர் : ம.மேதக் பிரான், 14/1/1, ஹரிஹர விநாயகர் கோவில் தெரு, தென்காசி.: [785, 649, 1136, 680]
deputy-entry: துணை அமைப்பாளர்கள்: (1) ரா.பொன்னுச்சாமி, 21, மேலமாசி வீதி, தென்காசி. (2) மா.கணேஷ் மணி, 40–பி, தெற்கு மாசி வீதி, தென்காசி. (3) மா.சக்தி சல்வரன், 40, மேலமாசி வீதி, தென்காசி.: [1151, 972, 1501, 1021]
column-divider: [778, 121, 779, 2333]
deputy-entry: துணை அமைப்பாளர்கள்: (1) மு.அருண், 6/100, செங்கோட்டை சாலை, தென்காசி. (2) ர.தொபிக் ராஜா, 145, செங்கோட்டை சாலை, தென்காசி. (3) அ.ஜுரான்தீன், 144, செங்கோட்டை சாலை, தென்காசி.: [785, 389, 1136, 457]
section-banner: தென்காசி நகரம்: [419, 493, 770, 523]
deputy-entry: துணை அமைப்பாளர்கள் : (1) ரூ.கிருஷ்ணன், 36, செண்பக விநாயகர் கோவில் தெரு, தென்காசி. (2) ம.இஸ்மாயில், 23, அரிப்புகரத் தெரு, தென்காசி. (3) பீ.முகைதீன் அப்துல் காதர், 7–ஏ, அரிப்புகரத் தெரு, தென்காசி.: [785, 540, 1136, 607]
organizer-entry: அமைப்பாளர் : மு.சுபாஷ், 219, காசுகோடி தெரு, தென்காசி.: [419, 1144, 727, 1157]
organizer-entry: அமைப்பாளர்: க.பாதன், 10/1–1, உடையார்பட்டி தெரு, கொண்டலூர், ஆவுடையானூர், தென்காசி.: [54, 1610, 404, 1642]
organizer-entry: அமைப்பாளர் : ந.முகம்மது ஆஷிக், 38/69, ஐந்து வர்ணம் பெரிய தெரு, தென்காசி.: [1151, 499, 1501, 531]
deputy-entry: துணை அமைப்பாளர்கள் : (1) ரா.கொம்பையா, 130, ரயில்வே மேட்டுத்தெரு, தென்காசி. (2) சி.பிரவின், 41–ஏ, உடையார் தெரு, தென்காசி. (3) மு.வெற்றிச்செல்வன், 39–ஏ/42–ஏ, உடையார் தெரு, தென்காசி.: [419, 1034, 770, 1102]
booth-row: பாகம் – 43 : க.அமுருகன், 422, எல்.ஆர்.எஸ். பாளையம், தென்காசி.: [1151, 1629, 1493, 1661]
organizer-entry: அமைப்பாளர்: க.மாரிதுரை, 12/9–4, ராமசாமி கோவில் தெரு, பொடியனூர், ஆவுடையானூர், தென்காசி: [54, 1346, 404, 1378]
branch-heading: மாடியானூர் கிளை: [169, 738, 288, 755]
booth-row: பாகம் – 175 : அ.ராஜாவிக்னேஷ்வரன், 5/9, கருவேல் நாடார் தெரு, ஆவுடையானூர், தென்காசி: [419, 233, 746, 264]
masthead: [716, 55, 891, 88]
organizer-entry: அமைப்பாளர் : கோ.நா.சுபர் மைதீன், 384/147–பி, புது பள்ளிவாசல் தெரு, தென்காசி.: [419, 1839, 770, 1871]
deputy-entry: துணை அமைப்பாளர்கள் : (1) க.பிரகாஷ், 15, மங்கம்மா சாலை, தென்காசி. (2) ச.சுகசிநாதன், 21/10–ஏ, மங்கம்மா சாலை, தென்காசி. (3) செ.சரவண சந்துரு, 73/15–ஏ, மங்கம்மா சாலை, தென்காசி.: [419, 903, 770, 952]
booth-row: பாகம் – 173 : ச.பிரதாப், 10/05–பி, கொண்டலூர், ஆவுடையானூர், தென்காசி: [419, 160, 742, 192]
deputy-entry: துணை அமைப்பாளர்கள்: (1) தே.பாலகிருஷ்ணன், 10/77, உடையார்பட்டி தெரு கொண்டலூர், ஆவுடையானூர், தென்காசி (2) அ.பூமோ, 10/76, உடையார்பட்டி, கொண்டலூர், ஆவுடையானூர், தென்காசி. (3) த.ராமநாதன், 10/169, செங்கம்நாடானூர் தெரு, கொண்டலூர், ஆவுடையானூர், தென்காசி.: [54, 1651, 404, 1737]
panchayat-badge: ஆவுடையானூர் ஊராட்சி: [54, 383, 404, 407]
ward-heading: 6–வது வார்டு: [551, 1231, 639, 1248]
booth-row: பாகம் – 52 : ச.ரஜித், 12/09, மங்கம்மா சாலை, தென்காசி.: [1151, 1956, 1433, 1987]
dateline: சென்னை 09.01.2026: [1206, 55, 1496, 88]
organizer-entry: அமைப்பாளர்: ரா.சிவகுமார், 1/183, வடக்குத் தெரு, மருதாடியூர்.: [54, 1497, 387, 1510]
organizer-entry: அமைப்பாளர் : த.தம்பிரான், 215–ஏ/1–1, உச்சிமாகாளி அம்மன் 2–வது தெரு, கீழப்புலியூர், தென்காசி.: [419, 1521, 770, 1553]
booth-row: பாகம் – 46 : பொ.மகேஷ், தைக்கா தெரு, தென்காசி: [1151, 1739, 1402, 1770]
deputy-entry: துணை அமைப்பாளர்கள் : (1) செ.சி அறிதங், எம்–65,டி.என். ஹெச்.பி. குடியிருப்பு, தென்காசி (2) பா.சிவகப்பிரமணியன், 137, டி.என்.ஹெச்.பி. குடியிருப்பு, குடிசை மாற்று வாரியம், தென்காசி. (3) பா.முத்துக்குமாரசாமி, 137, தமிழ்நாடு குடிசை மாற்று வாரியம், தென்காசி.: [419, 752, 770, 838]
booth-row: பாகம் – 167 : ம.பிரேம்குமார், 9/147, ரேஷன்கடை தெரு, பூவனூர், திப்பனம்பட்டி, கீழ்ப்பாவூர் ஒன்றியம், தென்காசி.: [54, 341, 379, 373]
deputy-entry: துணை அமைப்பாளர்கள் : (1) நி.முகம்மது நவாஸ், 82/6, முத்துமால் நகர், தென்காசி (2) ரா.ராஜன், 33–எம், 202, டி.என்.ஹெச்.பி. குடியிருப்பு, தென்காசி. (3) ஆடிவிலின் ரிச்சர்டு, 11/7, சக்தி நகர், தென்காசி.: [419, 602, 770, 670]
deputy-entry: துணை அமைப்பாளர்கள் : (1) கி.செய்யது அப்துல் ரஹீம், 60–ஏ, ஆசாத் பள்ளிவாசல் தெரு, தென்காசி (2) மு.முகம்மது: [419, 2030, 770, 2062]
